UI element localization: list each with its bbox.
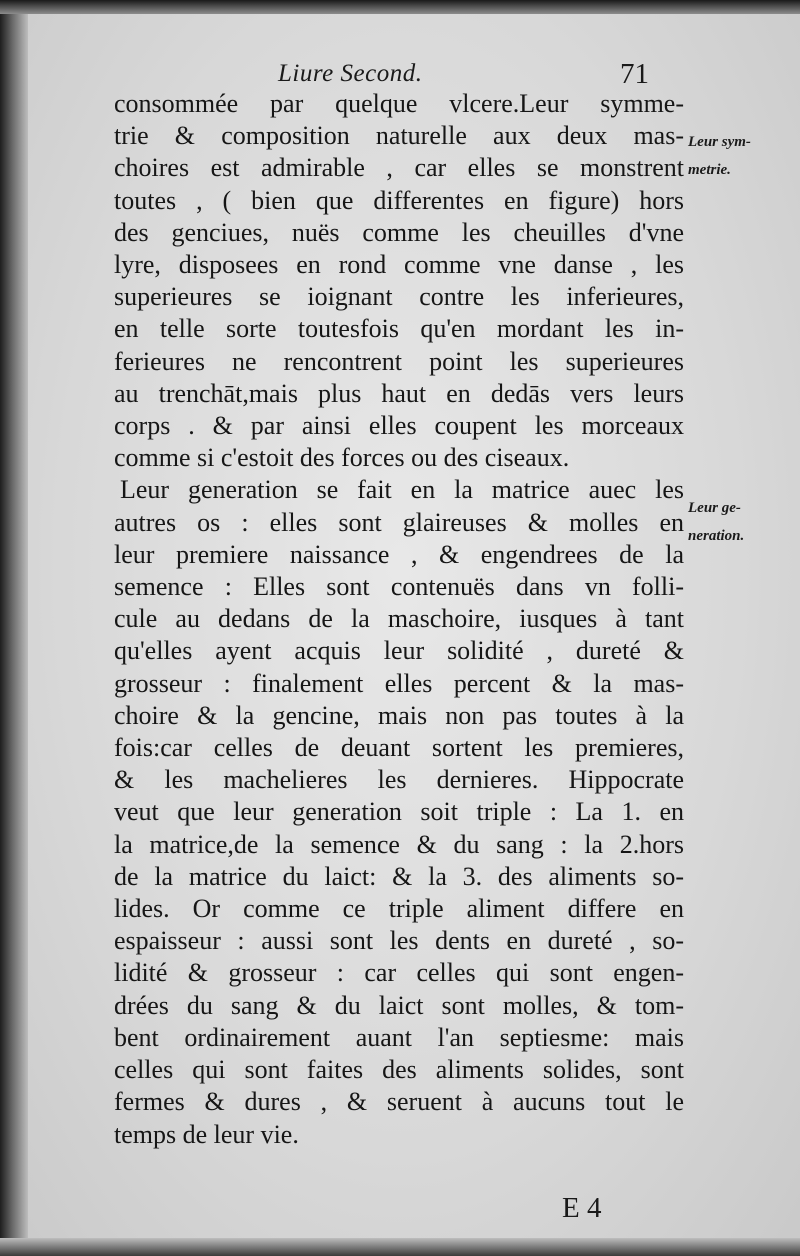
text-line: espaisseur : aussi sont les dents en dureté , so- — [114, 926, 684, 956]
text-line: toutes , ( bien que differentes en figure) hors — [114, 185, 684, 215]
body-text — [114, 88, 684, 1151]
signature-mark: E 4 — [562, 1192, 602, 1224]
text-line: au trenchāt,mais plus haut en dedās vers leurs — [114, 378, 684, 408]
text-line: de la matrice du laict: & la 3. des aliments so- — [114, 861, 684, 891]
text-line: consommée par quelque vlcere.Leur symme- — [114, 89, 684, 118]
page-gutter-shadow — [0, 0, 28, 1256]
margin-note-line: Leur sym- — [688, 134, 751, 150]
text-line: celles qui sont faites des aliments solides, sont — [114, 1055, 684, 1085]
text-line: leur premiere naissance , & engendrees de la — [114, 539, 684, 569]
text-line: trie & composition naturelle aux deux mas- — [114, 121, 684, 151]
text-line: corps . & par ainsi elles coupent les morceaux — [114, 411, 684, 441]
text-line: comme si c'estoit des forces ou des ciseaux. — [114, 443, 570, 473]
text-line: lidité & grosseur : car celles qui sont engen- — [114, 958, 684, 988]
text-line: Leur generation se fait en la matrice auec les — [120, 475, 684, 505]
page-number: 71 — [620, 58, 649, 90]
text-line: autres os : elles sont glaireuses & molles en — [114, 507, 684, 537]
text-line: qu'elles ayent acquis leur solidité , dureté & — [114, 636, 684, 666]
text-line: la matrice,de la semence & du sang : la 2.hors — [114, 829, 684, 859]
margin-note-line: neration. — [688, 528, 745, 544]
margin-note-line: Leur ge- — [688, 500, 741, 516]
running-title: Liure Second. — [278, 60, 423, 87]
text-line: cule au dedans de la maschoire, iusques à tant — [114, 604, 684, 634]
text-line: fermes & dures , & seruent à aucuns tout le — [114, 1087, 684, 1117]
text-line: choire & la gencine, mais non pas toutes à la — [114, 700, 684, 730]
text-line: grosseur : finalement elles percent & la mas- — [114, 668, 684, 698]
margin-note-generation — [688, 494, 798, 550]
text-line: fois:car celles de deuant sortent les premieres, — [114, 733, 684, 763]
text-line: & les machelieres les dernieres. Hippocrate — [114, 765, 684, 795]
text-line: lyre, disposees en rond comme vne danse , les — [114, 250, 684, 280]
text-line: lides. Or comme ce triple aliment differe en — [114, 894, 684, 924]
margin-note-line: metrie. — [688, 162, 731, 178]
text-line: choires est admirable , car elles se monstrent — [114, 153, 684, 183]
text-line: semence : Elles sont contenuës dans vn folli- — [114, 572, 684, 602]
text-line: superieures se ioignant contre les inferieures, — [114, 282, 684, 312]
text-line: des genciues, nuës comme les cheuilles d'vne — [114, 217, 684, 247]
page-bottom-edge — [0, 1238, 800, 1256]
text-line: temps de leur vie. — [114, 1119, 299, 1149]
text-line: veut que leur generation soit triple : La 1. en — [114, 797, 684, 827]
text-line: bent ordinairement auant l'an septiesme: mais — [114, 1022, 684, 1052]
text-line: en telle sorte toutesfois qu'en mordant les in- — [114, 314, 684, 344]
margin-note-symmetry — [688, 128, 798, 184]
text-line: drées du sang & du laict sont molles, & tom- — [114, 990, 684, 1020]
text-line: ferieures ne rencontrent point les superieures — [114, 346, 684, 376]
page-top-edge — [0, 0, 800, 14]
